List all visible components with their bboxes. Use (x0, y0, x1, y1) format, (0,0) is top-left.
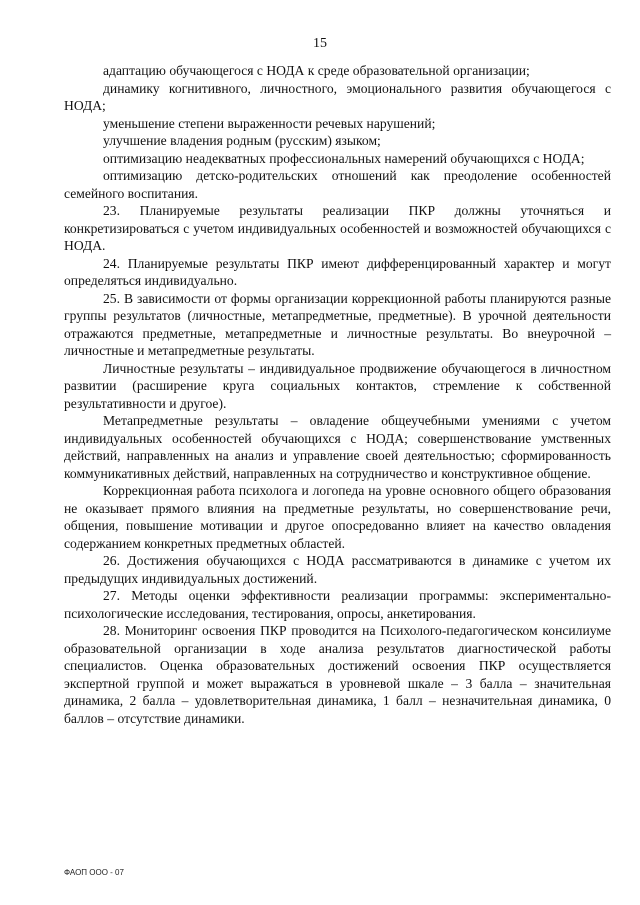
paragraph: улучшение владения родным (русским) языком; (103, 133, 381, 148)
paragraph: адаптацию обучающегося с НОДА к среде образовательной организации; (103, 63, 530, 78)
paragraph: 26. Достижения обучающихся с НОДА рассматриваются в динамике с учетом их предыдущих индивидуальных достижений. (64, 553, 611, 586)
paragraph: оптимизацию детско-родительских отношений как преодоление особенностей семейного воспитания. (64, 168, 611, 201)
paragraph: 23. Планируемые результаты реализации ПКР должны уточняться и конкретизироваться с учетом индивидуальных особенностей и возможностей обучающихся с НОДА. (64, 203, 611, 253)
page-number: 15 (313, 36, 327, 51)
paragraph: 24. Планируемые результаты ПКР имеют дифференцированный характер и могут определяться индивидуально. (64, 255, 611, 288)
document-body (64, 62, 611, 727)
paragraph: Коррекционная работа психолога и логопеда на уровне основного общего образования не оказывает прямого влияния на предметные результаты, но совершенствование речи, общения, повышение мотивации и другое опосредованно влияет на качество овладения содержанием конкретных предметных областей. (64, 483, 611, 551)
paragraph: уменьшение степени выраженности речевых нарушений; (103, 115, 436, 131)
paragraph: оптимизацию неадекватных профессиональных намерений обучающихся с НОДА; (103, 150, 585, 166)
paragraph: Личностные результаты – индивидуальное продвижение обучающегося в личностном развитии (расширение круга социальных контактов, стремление к собственной результативности и другое). (64, 360, 611, 411)
footer-document-code: ФАОП ООО - 07 (64, 868, 124, 877)
paragraph: динамику когнитивного, личностного, эмоционального развития обучающегося с НОДА; (64, 80, 611, 113)
paragraph: 27. Методы оценки эффективности реализации программы: экспериментально-психологические исследования, тестирования, опросы, анкетирования. (64, 588, 611, 621)
paragraph: 28. Мониторинг освоения ПКР проводится на Психолого-педагогическом консилиуме образовательной организации в ходе анализа результатов диагностической работы специалистов. Оценка образовательных достижений освоения ПКР осуществляется экспертной группой и может выражаться в уровневой шкале – 3 балла – значительная динамика, 2 балла – удовлетворительная динамика, 1 балл – незначительная динамика, 0 баллов – отсутствие динамики. (64, 623, 611, 726)
paragraph: 25. В зависимости от формы организации коррекционной работы планируются разные группы результатов (личностные, метапредметные, предметные). В урочной деятельности отражаются предметные, метапредметные и личностные результаты. Во внеурочной – личностные и метапредметные результаты. (64, 290, 611, 358)
paragraph: Метапредметные результаты – овладение общеучебными умениями с учетом индивидуальных особенностей обучающихся с НОДА; совершенствование умственных действий, направленных на анализ и управление своей деятельностью; сформированность коммуникативных действий, направленных на сотрудничество и конструктивное общение. (64, 413, 611, 481)
